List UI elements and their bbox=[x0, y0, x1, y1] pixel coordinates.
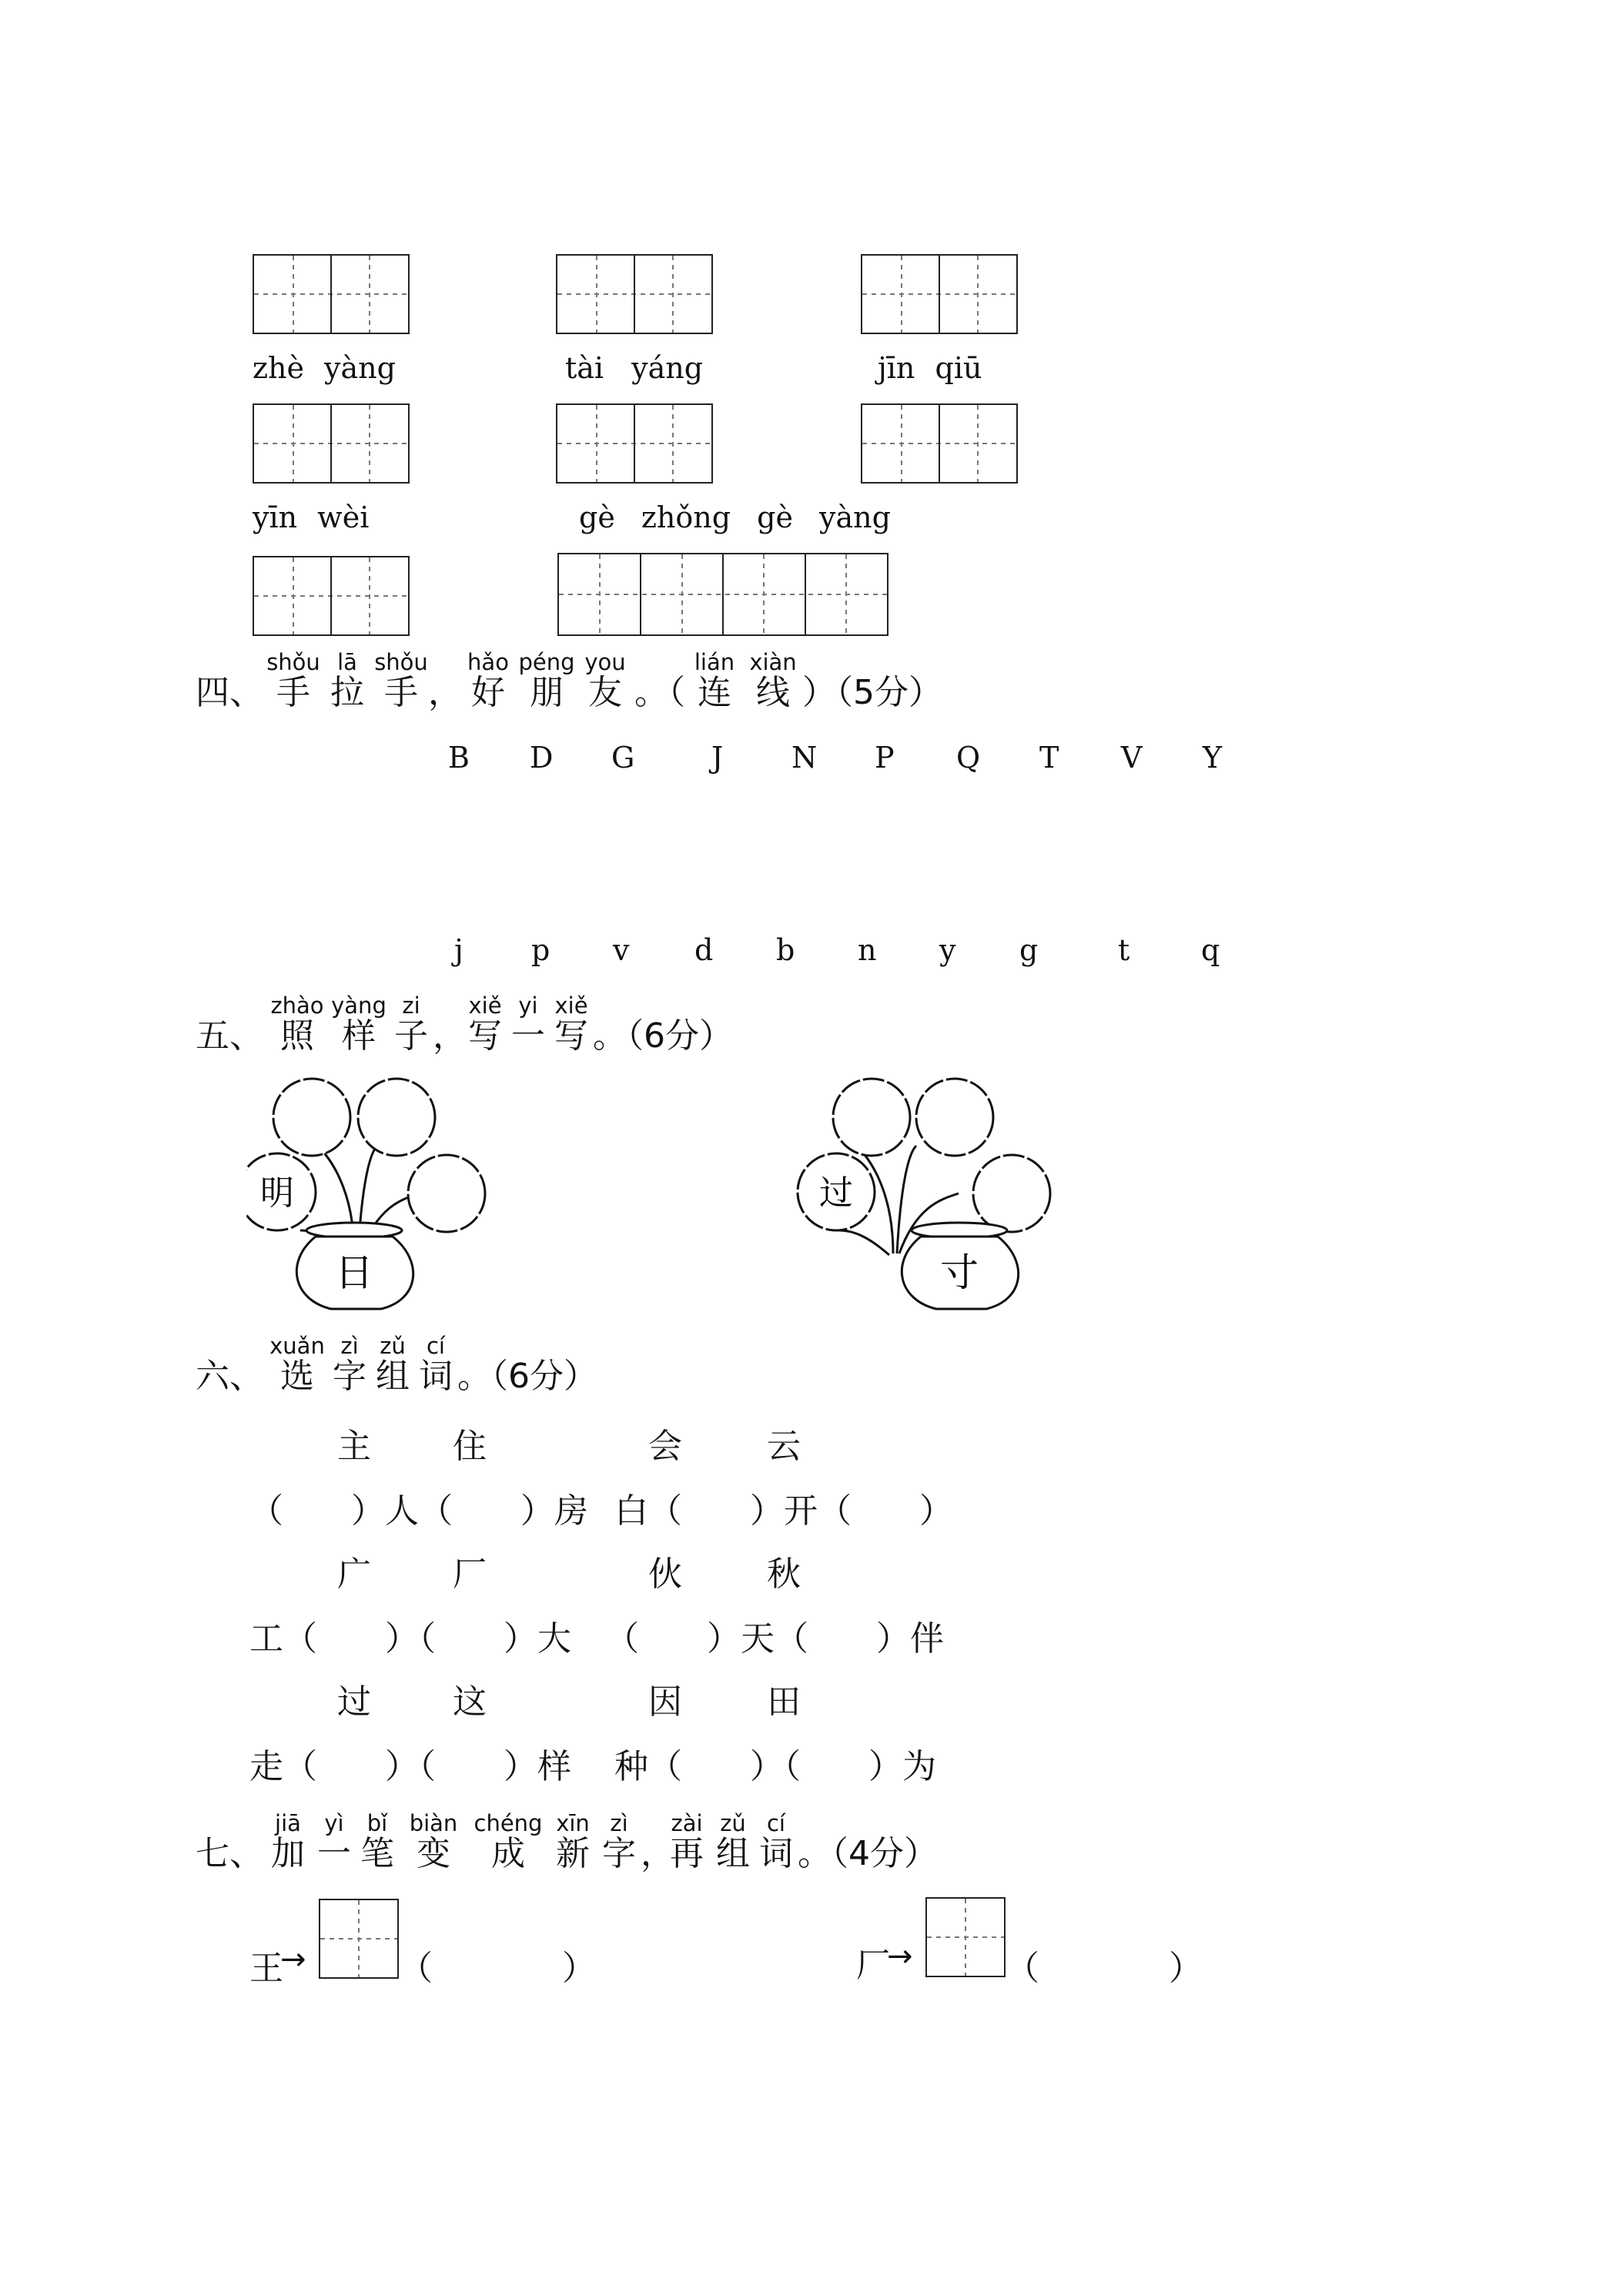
lowercase-letter[interactable]: b bbox=[776, 933, 795, 967]
paren-open: （ bbox=[1006, 1949, 1039, 1988]
answer-grid[interactable] bbox=[319, 1899, 399, 1979]
answer-grid[interactable] bbox=[925, 1897, 1006, 1977]
section-6-heading: 六、 xuǎn 选 zì 字 zǔ 组 cí 词 。（6分） bbox=[196, 1333, 597, 1396]
fill-blank-line[interactable]: （ ）天（ ）伴 bbox=[605, 1619, 944, 1658]
paren-close: ） bbox=[562, 1949, 596, 1988]
writing-grid[interactable] bbox=[556, 403, 713, 484]
pinyin-label: tài yáng bbox=[565, 351, 704, 385]
pinyin-label: zhè yàng bbox=[253, 351, 396, 385]
lowercase-letter[interactable]: j bbox=[454, 933, 463, 967]
section-4-heading: 四、 shǒu 手 lā 拉 shǒu 手 ， hǎo 好 péng 朋 you 友 。（ lián 连 xiàn 线 ）（5分） bbox=[196, 649, 942, 712]
choice-character: 这 bbox=[453, 1682, 487, 1722]
uppercase-letter[interactable]: N bbox=[791, 741, 818, 775]
uppercase-letter[interactable]: B bbox=[448, 741, 470, 775]
lowercase-letter[interactable]: d bbox=[694, 933, 714, 967]
flower-pot-2 bbox=[785, 1069, 1147, 1315]
flower-pot-1 bbox=[246, 1069, 608, 1315]
uppercase-letter[interactable]: J bbox=[711, 741, 724, 775]
choice-character: 主 bbox=[337, 1427, 371, 1466]
choice-character: 因 bbox=[648, 1682, 682, 1722]
fill-blank-line[interactable]: 走（ ）（ ）样 bbox=[249, 1747, 571, 1786]
choice-character: 田 bbox=[767, 1682, 801, 1722]
fill-blank-line[interactable]: 种（ ）（ ）为 bbox=[614, 1747, 936, 1786]
uppercase-letter[interactable]: P bbox=[875, 741, 895, 775]
pinyin-label: gè zhǒng gè yàng bbox=[579, 500, 891, 534]
choice-character: 厂 bbox=[453, 1555, 487, 1594]
arrow-icon: → bbox=[280, 1942, 306, 1977]
paren-close: ） bbox=[1169, 1949, 1203, 1988]
lowercase-letter[interactable]: g bbox=[1019, 933, 1039, 967]
choice-character: 广 bbox=[337, 1555, 371, 1594]
uppercase-letter[interactable]: T bbox=[1039, 741, 1059, 775]
pinyin-label: yīn wèi bbox=[253, 500, 370, 534]
uppercase-letter[interactable]: V bbox=[1121, 741, 1143, 775]
section-5-heading: 五、 zhào 照 yàng 样 zi 子 ， xiě 写 yi 一 xiě 写 。（6分） bbox=[196, 992, 733, 1056]
uppercase-letter[interactable]: Q bbox=[956, 741, 981, 775]
writing-grid[interactable] bbox=[861, 403, 1018, 484]
choice-character: 会 bbox=[648, 1427, 682, 1466]
writing-grid-long[interactable] bbox=[557, 553, 888, 636]
answer-blank[interactable] bbox=[1039, 1940, 1163, 1979]
fill-blank-line[interactable]: 工（ ）（ ）大 bbox=[249, 1619, 571, 1658]
base-character: 厂 bbox=[856, 1946, 890, 1985]
flower-character: 过 bbox=[819, 1173, 853, 1213]
lowercase-letter[interactable]: p bbox=[531, 933, 550, 967]
lowercase-letter[interactable]: y bbox=[939, 933, 956, 967]
answer-blank[interactable] bbox=[431, 1940, 554, 1979]
choice-character: 住 bbox=[453, 1427, 487, 1466]
paren-open: （ bbox=[399, 1949, 433, 1988]
writing-grid[interactable] bbox=[253, 254, 410, 334]
writing-grid[interactable] bbox=[253, 556, 410, 636]
section-7-heading: 七、 jiā 加 yì 一 bǐ 笔 biàn 变 chéng 成 xīn 新 zì 字 ， zài 再 zǔ 组 cí 词 。（4分） bbox=[196, 1810, 938, 1873]
lowercase-letter[interactable]: q bbox=[1201, 933, 1220, 967]
vase-character: 寸 bbox=[940, 1250, 979, 1295]
writing-grid[interactable] bbox=[556, 254, 713, 334]
uppercase-letter[interactable]: D bbox=[530, 741, 554, 775]
writing-grid[interactable] bbox=[253, 403, 410, 484]
uppercase-letter[interactable]: G bbox=[611, 741, 635, 775]
base-character: 王 bbox=[249, 1949, 283, 1988]
lowercase-letter[interactable]: t bbox=[1118, 933, 1130, 967]
choice-character: 过 bbox=[337, 1682, 371, 1722]
grid-lines bbox=[559, 554, 887, 634]
lowercase-letter[interactable]: n bbox=[858, 933, 877, 967]
fill-blank-line[interactable]: （ ）人（ ）房 bbox=[249, 1491, 588, 1531]
choice-character: 云 bbox=[767, 1427, 801, 1466]
fill-blank-line[interactable]: 白（ ）开（ ） bbox=[614, 1491, 953, 1531]
choice-character: 秋 bbox=[767, 1555, 801, 1594]
choice-character: 伙 bbox=[648, 1555, 682, 1594]
flower-character: 明 bbox=[260, 1173, 294, 1213]
arrow-icon: → bbox=[887, 1939, 913, 1974]
pinyin-label: jīn qiū bbox=[878, 351, 982, 385]
uppercase-letter[interactable]: Y bbox=[1203, 741, 1223, 775]
vase-character: 日 bbox=[335, 1250, 373, 1295]
lowercase-letter[interactable]: v bbox=[613, 933, 630, 967]
writing-grid[interactable] bbox=[861, 254, 1018, 334]
